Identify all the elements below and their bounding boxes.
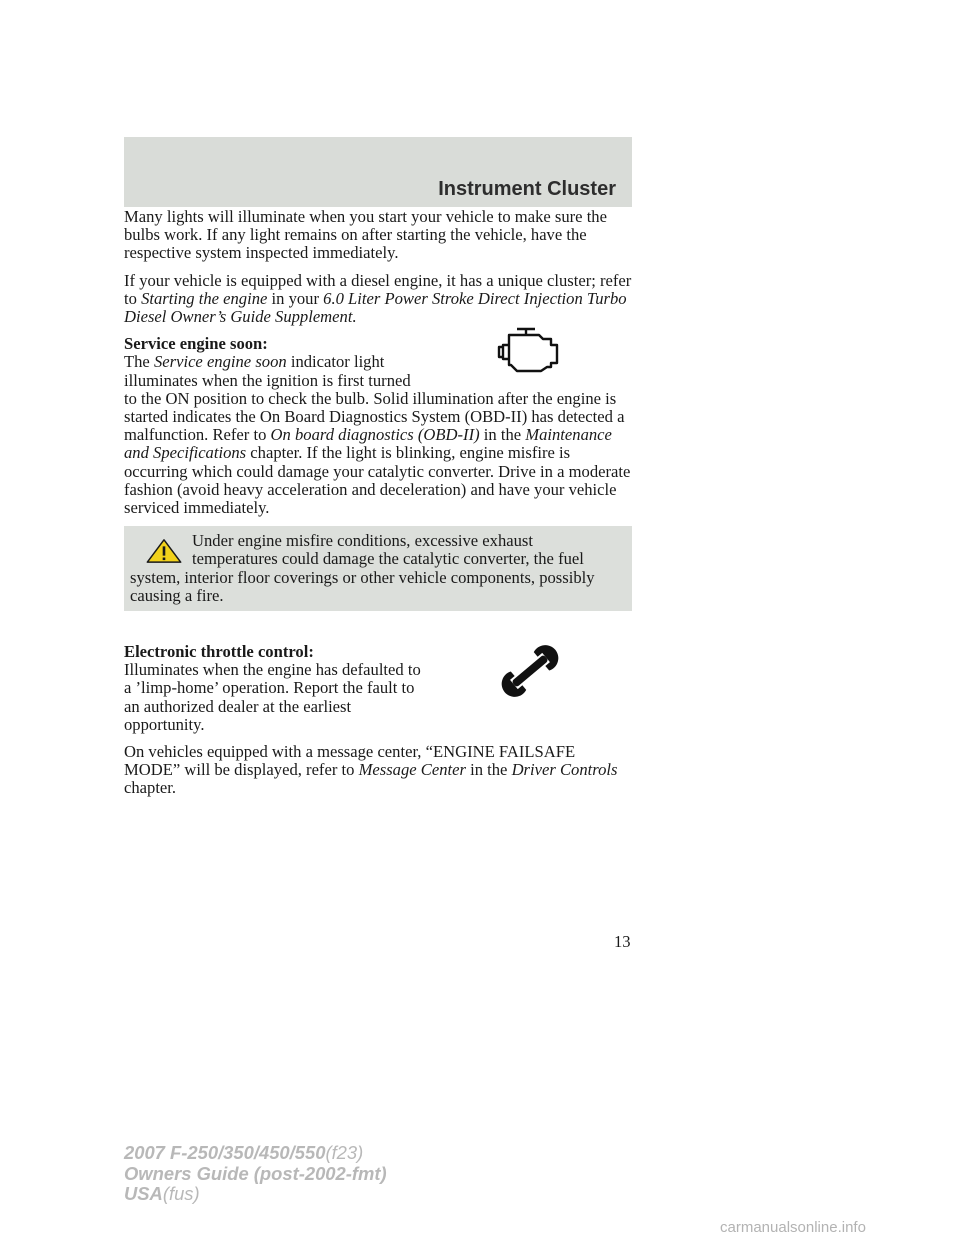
page-number: 13 [614,932,631,951]
message-center-paragraph: On vehicles equipped with a message center, “ENGINE FAILSAFE MODE” will be displayed, refer to Message Center in the Driver Controls chapter. [124,742,618,798]
wrench-icon [427,641,632,707]
service-engine-paragraph: Service engine soon: The Service engine soon indicator light illuminates when the ignition is first turned to the ON position to check the bulb. Solid illumination after the engine is started indicates the On Board Diagnostics System (OBD-II) has detected a malfunction. Refer to On board diagnostics (OBD-II) in the Maintenance and Specifications chapter. If the light is blinking, engine misfire is occurring which could damage your catalytic converter. Drive in a moderate fashion (avoid heavy acceleration and deceleration) and have your vehicle serviced immediately. [124,334,631,518]
intro-paragraph: Many lights will illuminate when you start your vehicle to make sure the bulbs work. If any light remains on after starting the vehicle, have the respective system inspected immediately. [124,207,607,263]
service-engine-section [124,335,632,517]
diesel-paragraph: If your vehicle is equipped with a diesel engine, it has a unique cluster; refer to Starting the engine in your 6.0 Liter Power Stroke Direct Injection Turbo Diesel Owner’s Guide Supplement. [124,270,632,327]
section-title: Instrument Cluster [438,178,616,200]
site-watermark[interactable]: carmanualsonline.info [720,1219,866,1236]
check-engine-icon [427,325,632,383]
throttle-paragraph: Electronic throttle control: Illuminates when the engine has defaulted to a ’limp-home’ operation. Report the fault to an authorized dealer at the earliest opportunity. [124,642,421,734]
warning-text: Under engine misfire conditions, excessive exhaust temperatures could damage the catalytic converter, the fuel system, interior floor coverings or other vehicle components, possibly causing a fire. [130,531,595,605]
throttle-section [124,643,632,734]
section-header-band [124,137,632,207]
page-content [124,208,632,807]
document-footer: 2007 F-250/350/450/550(f23) Owners Guide (post-2002-fmt) USA(fus) [124,1142,387,1204]
warning-callout [124,526,632,611]
warning-triangle-icon [144,538,184,564]
